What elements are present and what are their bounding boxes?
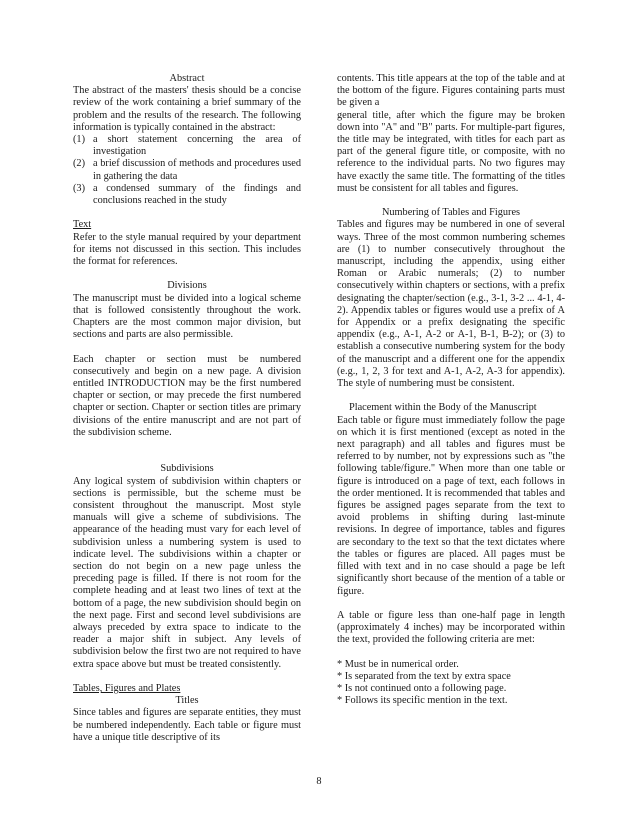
right-column (337, 73, 565, 708)
divisions-paragraph: The manuscript must be divided into a logical scheme that is followed consistently throughout the work. Chapters are the most common major division, but sections and parts are also permissible. (73, 292, 301, 341)
divisions-paragraph: Each chapter or section must be numbered consecutively and begin on a new page. A division entitled INTRODUCTION may be the first numbered chapter or section, or may precede the first numbered chapter or section. Chapter or section titles are primary divisions of the entire manuscript and are not part of the subdivision scheme. (73, 353, 301, 438)
criteria-item: * Is separated from the text by extra space (337, 670, 511, 682)
divisions-heading: Divisions (167, 280, 207, 292)
list-text: a short statement concerning the area of investigation (93, 134, 301, 158)
subdivisions-heading: Subdivisions (160, 463, 214, 475)
abstract-list-item (73, 183, 301, 207)
abstract-heading: Abstract (169, 73, 205, 84)
half-page-paragraph: A table or figure less than one-half page in length (approximately 4 inches) may be incorporated within the text, provided the following criteria are met: (337, 609, 565, 646)
placement-paragraph: Each table or figure must immediately follow the page on which it is first mentioned (except as noted in the next paragraph) and all tables and figures must be referred to by number, not by expressions such as "the following table/figure." When more than one table or figure is introduced on a page of text, each follows in the order mentioned. It is recommended that tables and figures be assigned pages separate from the text to avoid problems in shifting during last-minute revisions. In degree of importance, tables and figures are secondary to the text so that the text dictates where the tables or figures are placed. All pages must be filled with text and in no case should a page be left significantly short because of the mention of a table or figure. (337, 414, 565, 597)
page-number: 8 (316, 776, 322, 787)
criteria-item: * Is not continued onto a following page. (337, 683, 507, 695)
titles-paragraph-continued: general title, after which the figure may be broken down into "A" and "B" parts. For multiple-part figures, the title may be integrated, with titles for each part as part of the general figure title, or composite, with no reference to the individual parts. No two figures may have exactly the same title. The formatting of the titles must be consistent for all tables and figures. (337, 109, 565, 194)
left-column (73, 73, 301, 744)
text-heading: Text (73, 219, 92, 231)
numbering-heading: Numbering of Tables and Figures (381, 207, 521, 219)
tables-figures-heading: Tables, Figures and Plates (73, 683, 181, 695)
titles-heading: Titles (175, 695, 199, 707)
list-number: (1) (73, 134, 86, 146)
criteria-item: * Follows its specific mention in the text. (337, 695, 508, 707)
criteria-item: * Must be in numerical order. (337, 658, 459, 670)
list-text: a condensed summary of the findings and conclusions reached in the study (93, 182, 301, 207)
placement-heading: Placement within the Body of the Manuscript (349, 402, 537, 414)
abstract-list-item (73, 158, 301, 182)
titles-paragraph: Since tables and figures are separate entities, they must be numbered independently. Each table or figure must have a unique title descriptive of its (73, 707, 301, 743)
subdivisions-paragraph: Any logical system of subdivision within chapters or sections is permissible, but the scheme must be consistent throughout the manuscript. Most style manuals will give a scheme of subdivisions. The appearance of the heading must vary for each level of subdivision unless a numbering system is used to indicate level. The subdivisions within a chapter or section do not begin on a new page unless the preceding page is filled. If there is not room for the complete heading and at least two lines of text at the bottom of a page, the new subdivision should begin on the next page. First and second level subdivisions are always preceded by extra space to indicate to the reader a major shift in subject. Any levels of subdivision below the first two are not required to have extra space above but must be treated consistently. (73, 475, 301, 670)
abstract-list-item (73, 134, 301, 158)
titles-paragraph-continued: contents. This title appears at the top of the table and at the bottom of the figure. Figures containing parts must be given a (337, 73, 565, 109)
list-number: (2) (73, 158, 86, 170)
abstract-paragraph: The abstract of the masters' thesis should be a concise review of the work containing a brief summary of the problem and the results of the research. The following information is typically contained in the abstract: (73, 85, 301, 133)
text-paragraph: Refer to the style manual required by your department for items not discussed in this section. This includes the format for references. (73, 231, 301, 268)
list-text: a brief discussion of methods and procedures used in gathering the data (93, 158, 301, 182)
list-number: (3) (73, 182, 86, 194)
numbering-paragraph: Tables and figures may be numbered in one of several ways. Three of the most common numbering schemes are (1) to number consecutively throughout the manuscript, including the appendix, using either Roman or Arabic numerals; (2) to number consecutively within chapters or sections, with a prefix designating the chapter/section (e.g., 3-1, 3-2 ... 4-1, 4-2). Appendix tables or figures would use a prefix of A for Appendix or a prefix designating the specific appendix (e.g., A-1, A-2 or A-1, B-1, B-2); or (3) to establish a consecutive numbering system for the body of the manuscript and a different one for the appendix (e.g., 1, 2, 3 for text and A-1, A-2, A-3 for appendix). The style of numbering must be consistent. (337, 219, 565, 390)
